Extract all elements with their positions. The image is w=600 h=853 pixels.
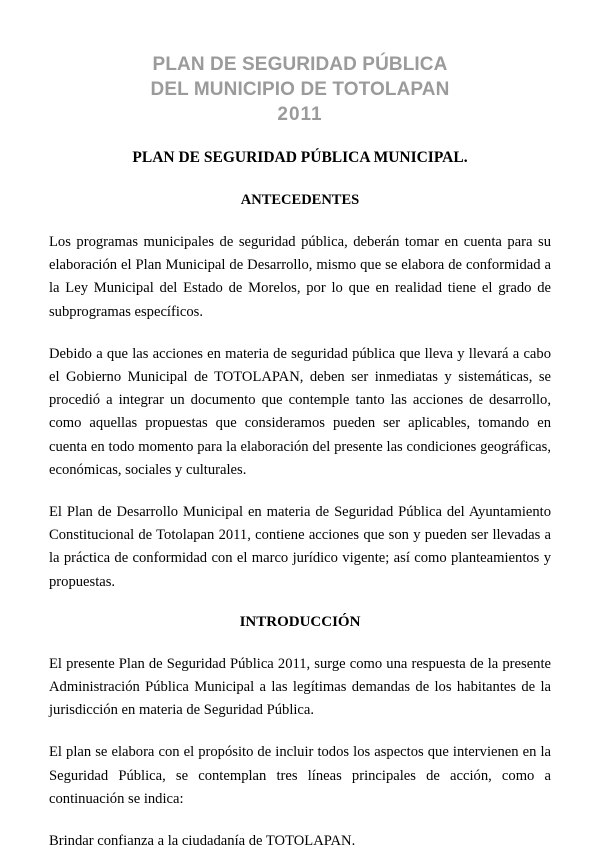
paragraph-antecedentes-1: Los programas municipales de seguridad pública, deberán tomar en cuenta para su elaboración el Plan Municipal de Desarrollo, mismo que se elabora de conformidad a la Ley Municipal del Estado de Morelos, por lo que en realidad tiene el grado de subprogramas específicos. (49, 234, 551, 320)
banner-title-year: 2011 (277, 104, 323, 125)
paragraph-introduccion-1: El presente Plan de Seguridad Pública 2011, surge como una respuesta de la presente Administración Pública Municipal a las legítimas demandas de los habitantes de la jurisdicción en materia de Seguridad Pública. (49, 655, 551, 719)
banner-title-line-1: PLAN DE SEGURIDAD PÚBLICA (152, 54, 448, 75)
paragraph-antecedentes-3: El Plan de Desarrollo Municipal en materia de Seguridad Pública del Ayuntamiento Constitucional de Totolapan 2011, contiene acciones que son y pueden ser llevadas a la práctica de conformidad con el marco jurídico vigente; así como planteamientos y propuestas. (49, 504, 551, 590)
section-heading-introduccion: INTRODUCCIÓN (239, 613, 361, 630)
paragraph-introduccion-2: El plan se elabora con el propósito de incluir todos los aspectos que intervienen en la Seguridad Pública, se contemplan tres líneas principales de acción, como a continuación se indica: (49, 744, 551, 807)
section-heading-antecedentes: ANTECEDENTES (240, 192, 360, 208)
paragraph-introduccion-3: Brindar confianza a la ciudadanía de TOTOLAPAN. (49, 833, 356, 850)
banner-title-line-2: DEL MUNICIPIO DE TOTOLAPAN (150, 79, 450, 100)
document-banner-title (49, 0, 551, 127)
paragraph-antecedentes-2: Debido a que las acciones en materia de seguridad pública que lleva y llevará a cabo el Gobierno Municipal de TOTOLAPAN, deben ser inmediatas y sistemáticas, se procedió a integrar un documento que contemple tanto las acciones de desarrollo, como aquellas propuestas que consideramos pueden ser aplicables, tomando en cuenta en todo momento para la elaboración del presente las condiciones geográficas, económicas, sociales y culturales. (49, 345, 551, 478)
page-title: PLAN DE SEGURIDAD PÚBLICA MUNICIPAL. (132, 149, 468, 166)
